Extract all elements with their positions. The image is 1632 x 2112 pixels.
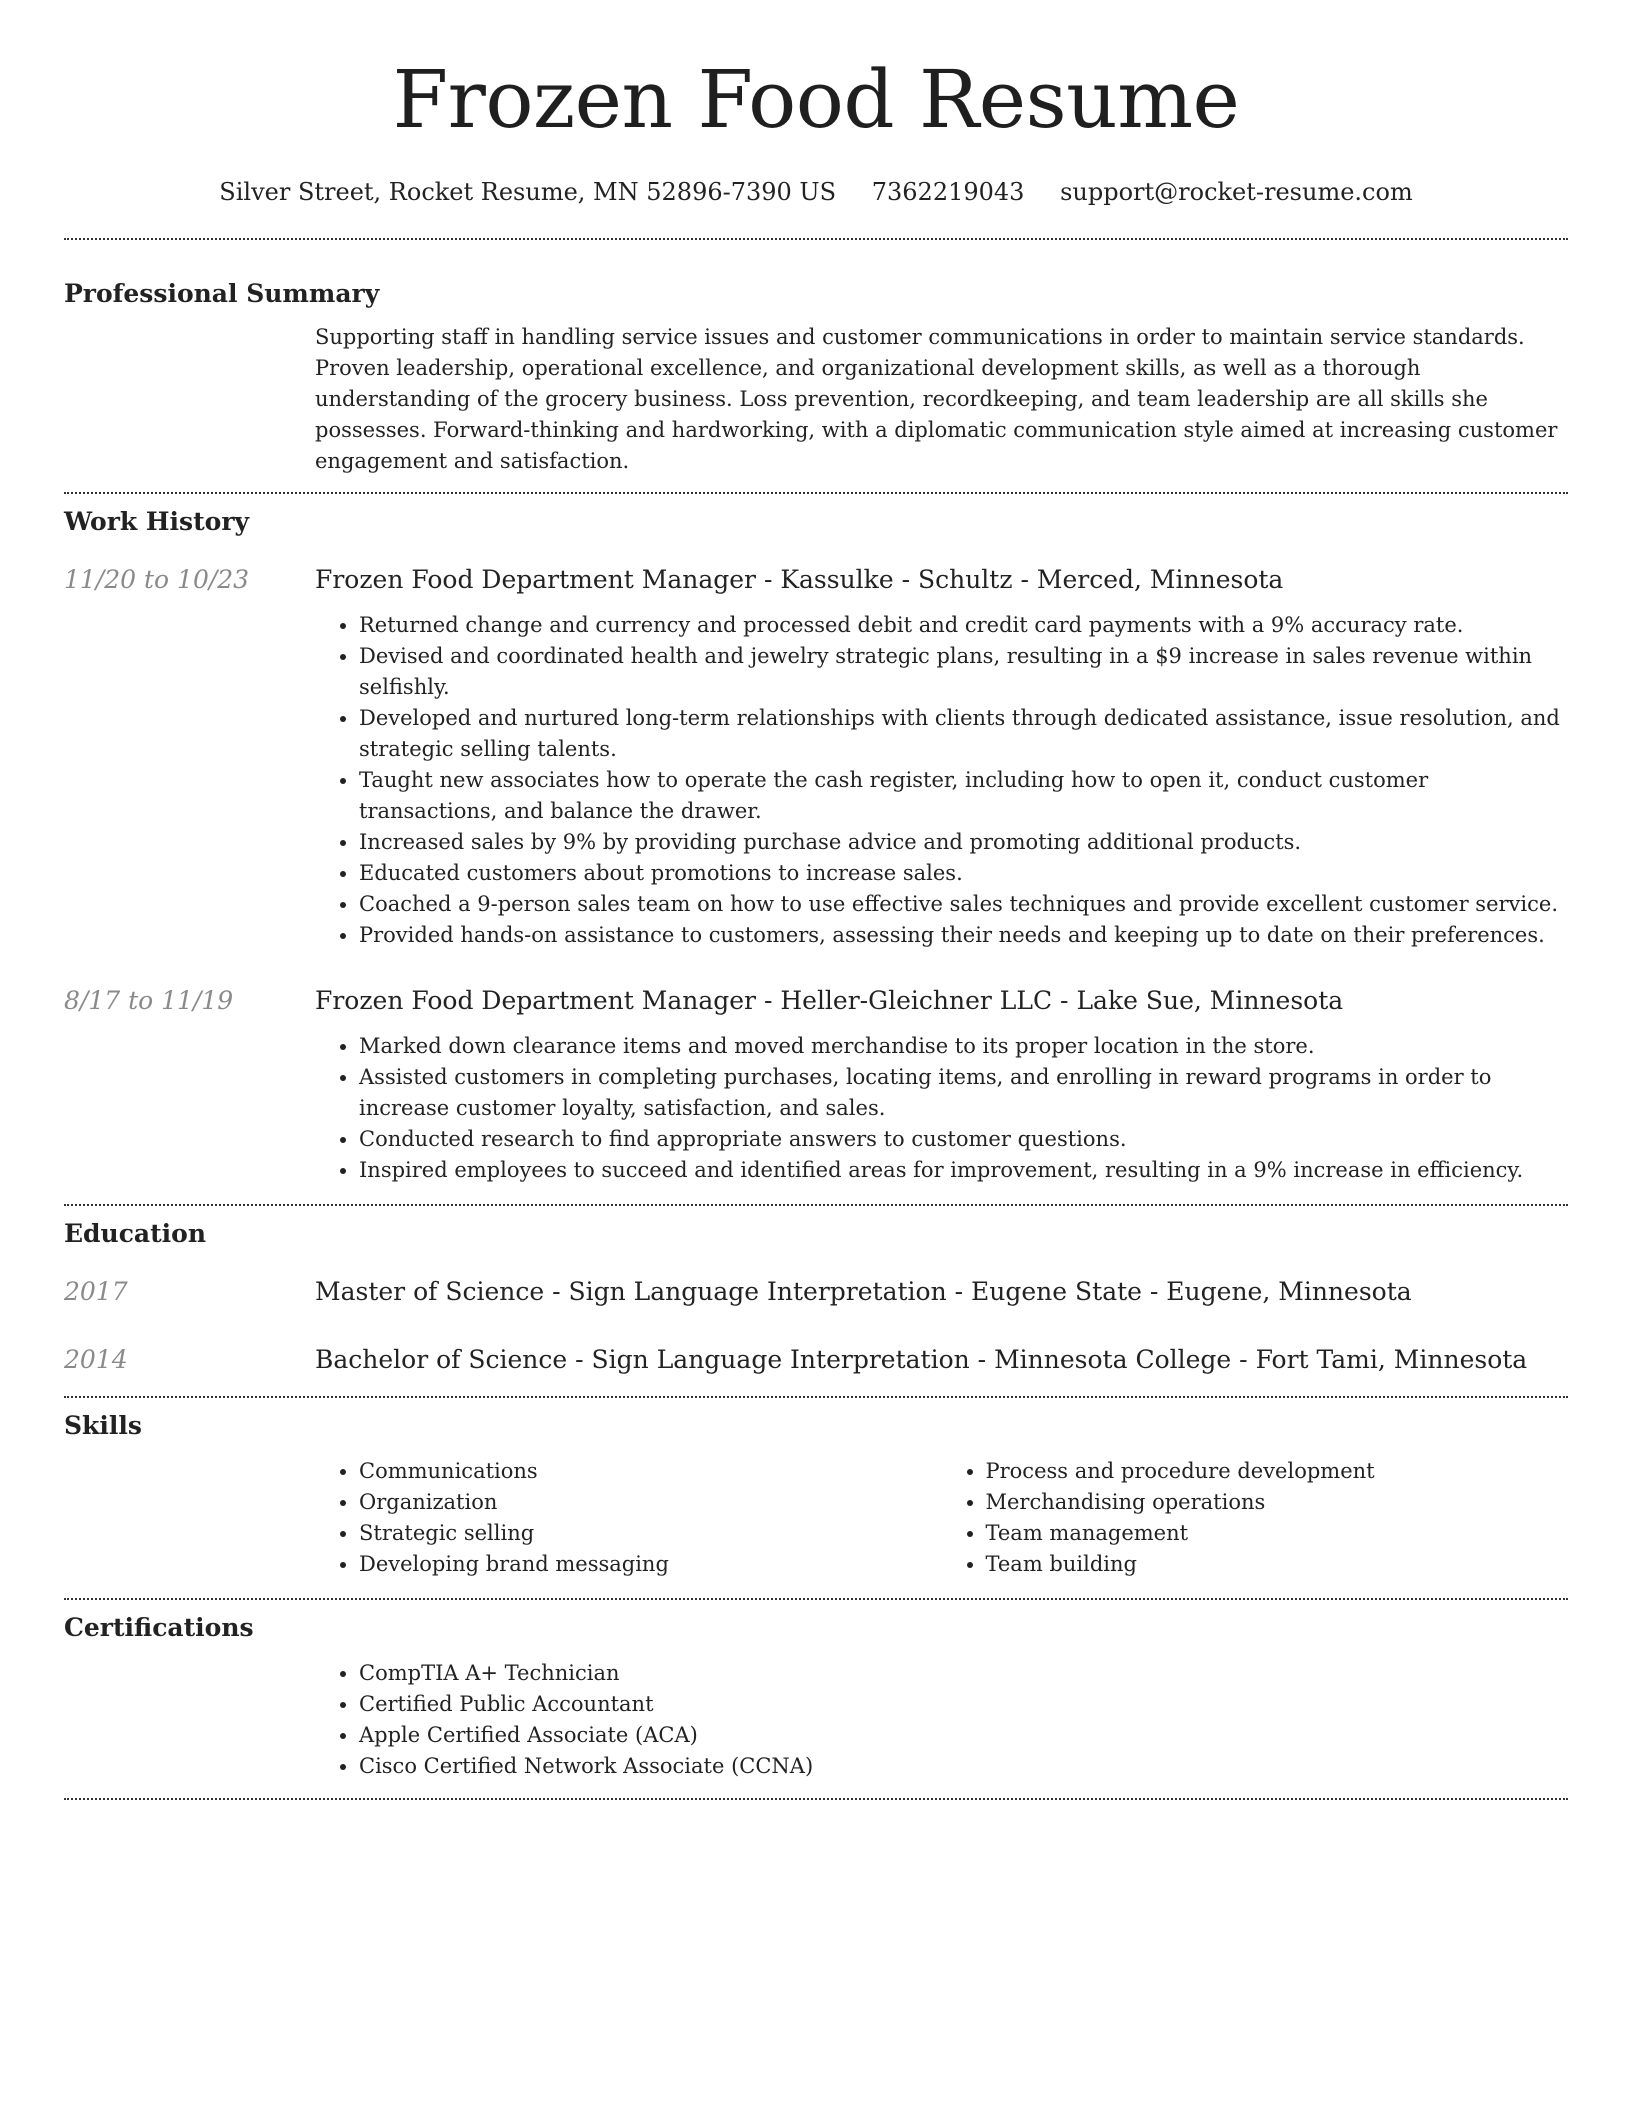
education-entry: [64, 1276, 1568, 1308]
section-work-history: [64, 494, 1568, 1186]
skills-grid: [315, 1456, 1568, 1580]
skill-item: • Strategic selling: [359, 1518, 942, 1549]
education-year: 2017: [64, 1277, 128, 1306]
skill-item: • Developing brand messaging: [359, 1549, 942, 1580]
certification-item: • Apple Certified Associate (ACA): [359, 1720, 1568, 1751]
job-heading: Frozen Food Department Manager - Kassulke - Schultz - Merced, Minnesota: [315, 565, 1284, 594]
skill-item: • Team building: [986, 1549, 1569, 1580]
phone: 7362219043: [871, 178, 1025, 206]
list-item: • Increased sales by 9% by providing purchase advice and promoting additional products.: [359, 827, 1568, 858]
job-location: Merced, Minnesota: [1036, 565, 1284, 594]
job-entry: [64, 985, 1568, 1186]
resume-title: Frozen Food Resume: [392, 53, 1240, 146]
school-location: Fort Tami, Minnesota: [1255, 1345, 1528, 1374]
section-title-education: Education: [64, 1219, 207, 1248]
job-heading: Frozen Food Department Manager - Heller-Gleichner LLC - Lake Sue, Minnesota: [315, 986, 1344, 1015]
list-item: • Conducted research to find appropriate answers to customer questions.: [359, 1124, 1568, 1155]
list-item: • Taught new associates how to operate the cash register, including how to open it, conduct customer transactions, and balance the drawer.: [359, 765, 1568, 827]
job-bullets: [315, 1031, 1568, 1186]
list-item: • Devised and coordinated health and jewelry strategic plans, resulting in a $9 increase in sales revenue within selfishly.: [359, 641, 1568, 703]
certification-item: • Cisco Certified Network Associate (CCNA): [359, 1751, 1568, 1782]
education-heading: Bachelor of Science - Sign Language Interpretation - Minnesota College - Fort Tami, Minnesota: [315, 1345, 1528, 1374]
list-item: • Educated customers about promotions to increase sales.: [359, 858, 1568, 889]
list-item: • Marked down clearance items and moved merchandise to its proper location in the store.: [359, 1031, 1568, 1062]
email: support@rocket-resume.com: [1060, 178, 1413, 206]
list-item: • Provided hands-on assistance to customers, assessing their needs and keeping up to date on their preferences.: [359, 920, 1568, 951]
job-company: Heller-Gleichner LLC: [780, 986, 1053, 1015]
job-title: Frozen Food Department Manager: [315, 986, 756, 1015]
section-title-summary: Professional Summary: [64, 279, 380, 308]
job-dates: 8/17 to 11/19: [64, 986, 234, 1015]
list-item: • Developed and nurtured long-term relationships with clients through dedicated assistance, issue resolution, and strategic selling talents.: [359, 703, 1568, 765]
list-item: • Returned change and currency and processed debit and credit card payments with a 9% accuracy rate.: [359, 610, 1568, 641]
list-item: • Assisted customers in completing purchases, locating items, and enrolling in reward programs in order to increase customer loyalty, satisfaction, and sales.: [359, 1062, 1568, 1124]
address: Silver Street, Rocket Resume, MN 52896-7390 US: [219, 178, 837, 206]
job-entry: [64, 564, 1568, 951]
section-certifications: [64, 1600, 1568, 1782]
list-item: • Coached a 9-person sales team on how to use effective sales techniques and provide excellent customer service.: [359, 889, 1568, 920]
section-title-certifications: Certifications: [64, 1613, 254, 1642]
skills-list-right: [942, 1456, 1569, 1580]
skill-item: • Team management: [986, 1518, 1569, 1549]
section-title-work: Work History: [64, 507, 250, 536]
school: Minnesota College: [994, 1345, 1232, 1374]
list-item: • Inspired employees to succeed and identified areas for improvement, resulting in a 9% increase in efficiency.: [359, 1155, 1568, 1186]
education-year: 2014: [64, 1345, 128, 1374]
job-bullets: [315, 610, 1568, 951]
education-heading: Master of Science - Sign Language Interpretation - Eugene State - Eugene, Minnesota: [315, 1277, 1412, 1306]
contact-line: [64, 176, 1568, 208]
skill-item: • Process and procedure development: [986, 1456, 1569, 1487]
job-company: Kassulke - Schultz: [780, 565, 1013, 594]
section-summary: [64, 240, 1568, 477]
skills-list-left: [315, 1456, 942, 1580]
summary-text: Supporting staff in handling service issues and customer communications in order to maintain service standards. Proven leadership, operational excellence, and organizational development skills, as well as a thorough understanding of the grocery business. Loss prevention, recordkeeping, and team leadership are all skills she possesses. Forward-thinking and hardworking, with a diplomatic communication style aimed at increasing customer engagement and satisfaction.: [315, 325, 1558, 473]
resume-page: [64, 0, 1568, 1800]
job-location: Lake Sue, Minnesota: [1076, 986, 1344, 1015]
section-title-skills: Skills: [64, 1411, 142, 1440]
skill-item: • Merchandising operations: [986, 1487, 1569, 1518]
skill-item: • Communications: [359, 1456, 942, 1487]
certification-item: • CompTIA A+ Technician: [359, 1658, 1568, 1689]
school: Eugene State: [971, 1277, 1142, 1306]
divider: [64, 1798, 1568, 1800]
skill-item: • Organization: [359, 1487, 942, 1518]
degree: Bachelor of Science - Sign Language Interpretation: [315, 1345, 970, 1374]
certifications-list: [315, 1658, 1568, 1782]
section-education: [64, 1206, 1568, 1376]
job-dates: 11/20 to 10/23: [64, 565, 250, 594]
job-title: Frozen Food Department Manager: [315, 565, 756, 594]
certification-item: • Certified Public Accountant: [359, 1689, 1568, 1720]
degree: Master of Science - Sign Language Interpretation: [315, 1277, 947, 1306]
school-location: Eugene, Minnesota: [1166, 1277, 1412, 1306]
section-skills: [64, 1398, 1568, 1580]
education-entry: [64, 1344, 1568, 1376]
